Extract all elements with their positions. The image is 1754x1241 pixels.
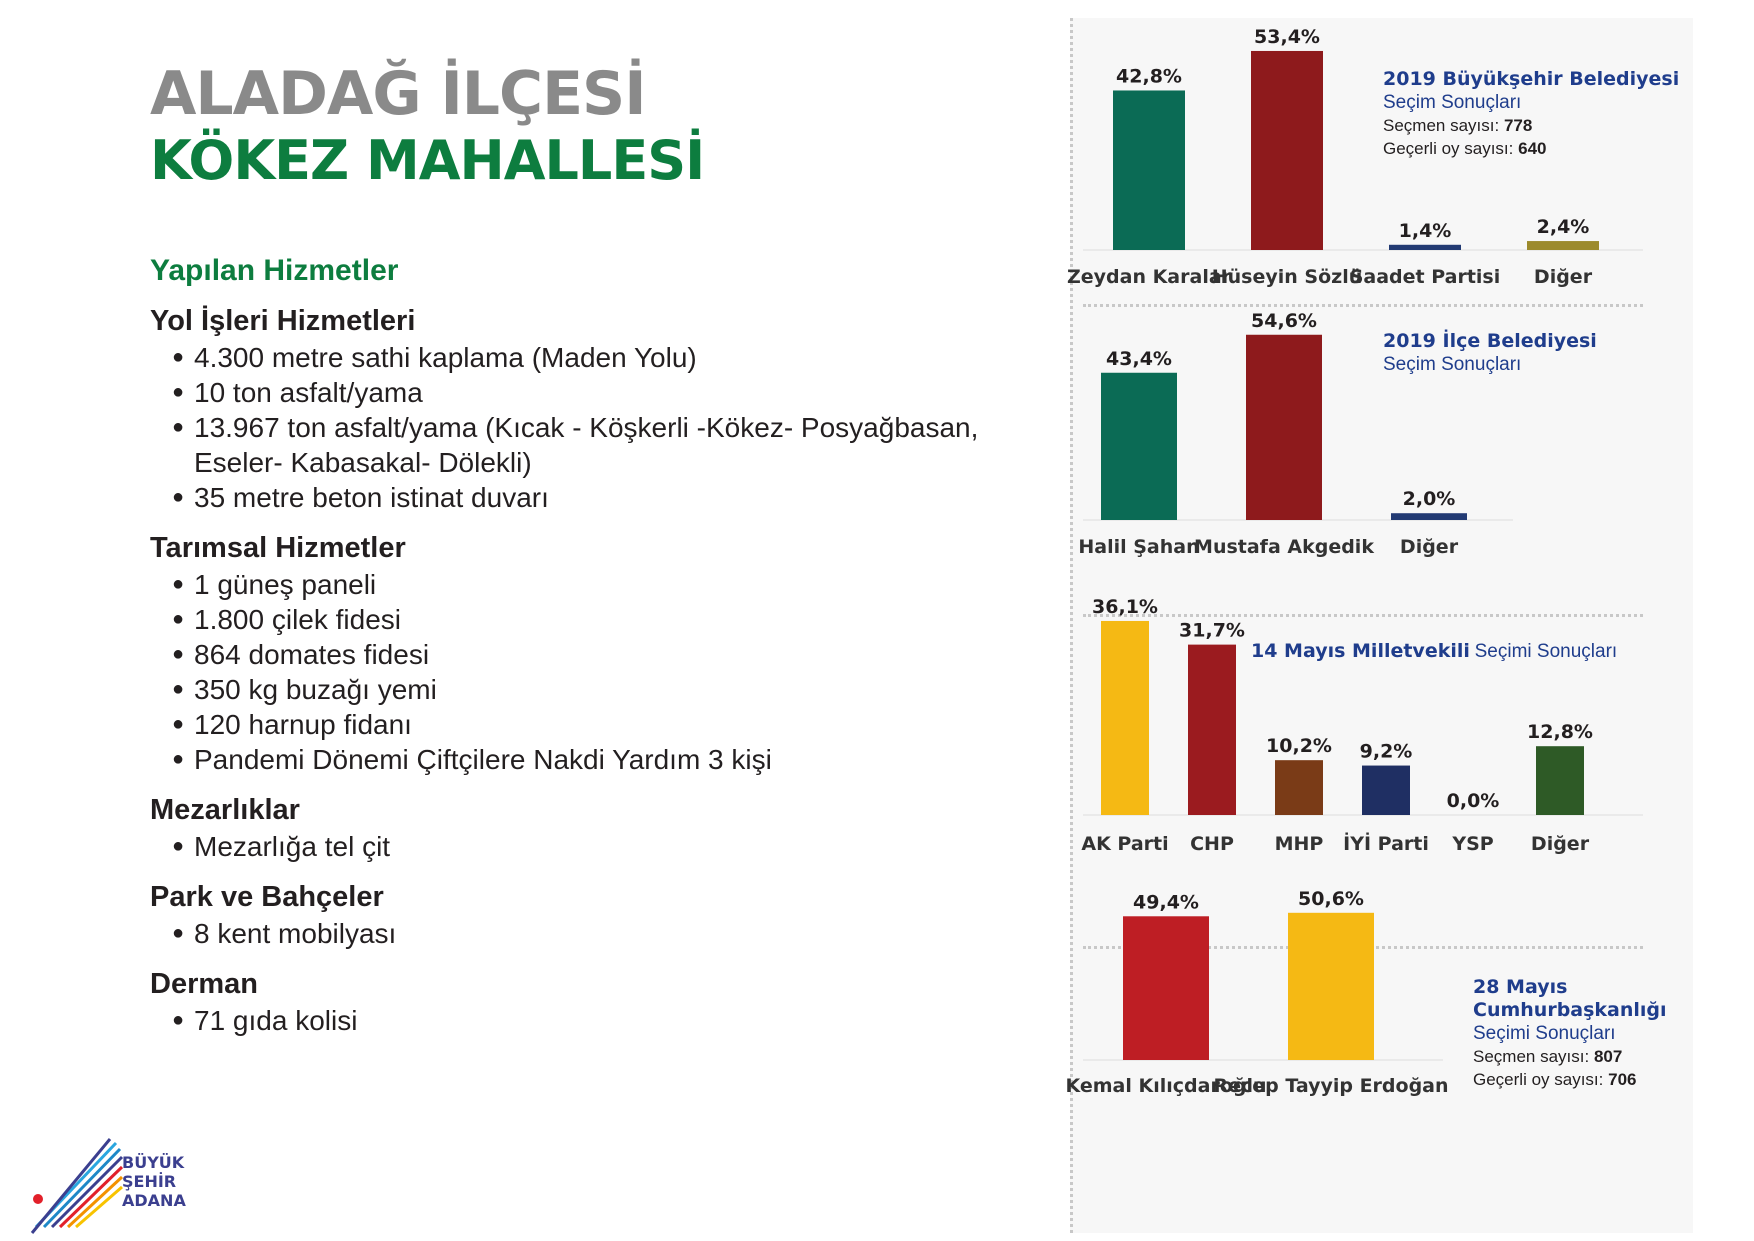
category-label: MHP <box>1274 833 1324 855</box>
category-label: Diğer <box>1399 536 1459 558</box>
voters-label: Seçmen sayısı: <box>1473 1047 1590 1066</box>
chart-2019-metropolitan <box>1066 18 1693 318</box>
category-label: Zeydan Karalar <box>1066 266 1232 288</box>
bar-value-label: 2,0% <box>1402 488 1456 511</box>
service-item: ● 13.967 ton asfalt/yama (Kıcak - Köşkerli -Kökez- Posyağbasan, Eseler- Kabasakal- Dölekli) <box>172 410 1050 480</box>
service-item: ● 35 metre beton istinat duvarı <box>172 480 1050 515</box>
bar <box>1288 913 1374 1060</box>
services-list <box>150 302 1050 1038</box>
chart-info-4 <box>1473 976 1673 1091</box>
bar-value-label: 49,4% <box>1133 891 1199 914</box>
services-column <box>150 60 1050 1038</box>
bar-value-label: 43,4% <box>1106 347 1172 370</box>
bar-value-label: 54,6% <box>1251 309 1317 332</box>
logo-line-3: ADANA <box>122 1191 186 1210</box>
bar-value-label: 36,1% <box>1092 595 1158 618</box>
service-category-title: Derman <box>150 968 258 1000</box>
chart-info-1 <box>1383 68 1679 160</box>
service-items <box>150 1003 1050 1038</box>
bar-value-label: 53,4% <box>1254 25 1320 48</box>
service-items <box>150 916 1050 951</box>
bar <box>1101 373 1177 520</box>
bar <box>1275 760 1323 815</box>
bar <box>1113 90 1185 250</box>
services-title: Yapılan Hizmetler <box>150 254 399 287</box>
valid-votes-value: 706 <box>1608 1070 1637 1089</box>
service-item: ● 4.300 metre sathi kaplama (Maden Yolu) <box>172 340 1050 375</box>
bar-value-label: 0,0% <box>1446 790 1500 812</box>
divider <box>1083 304 1643 307</box>
bar-value-label: 42,8% <box>1116 65 1182 88</box>
service-category-title: Mezarlıklar <box>150 794 300 826</box>
service-item: ● 350 kg buzağı yemi <box>172 672 1050 707</box>
service-category-title: Tarımsal Hizmetler <box>150 532 406 564</box>
service-items <box>150 340 1050 515</box>
bar-value-label: 10,2% <box>1266 735 1332 758</box>
voters-label: Seçmen sayısı: <box>1383 116 1500 135</box>
voters-value: 778 <box>1503 116 1533 135</box>
service-item: ● Pandemi Dönemi Çiftçilere Nakdi Yardım 3 kişi <box>172 742 1050 777</box>
category-label: Saadet Partisi <box>1349 266 1501 288</box>
buyuksehir-adana-logo <box>30 1135 210 1235</box>
bar <box>1389 245 1461 250</box>
chart-subtitle: Seçim Sonuçları <box>1383 92 1522 113</box>
service-item: ● 120 harnup fidanı <box>172 707 1050 742</box>
category-label: AK Parti <box>1081 833 1169 855</box>
category-label: YSP <box>1452 833 1494 855</box>
chart-subtitle: Seçimi Sonuçları <box>1473 1023 1616 1044</box>
bar <box>1527 241 1599 250</box>
category-label: Diğer <box>1530 833 1590 855</box>
election-results-column <box>1065 18 1693 1233</box>
category-label: Diğer <box>1533 266 1593 288</box>
service-item: ● 8 kent mobilyası <box>172 916 1050 951</box>
service-item: ● 1.800 çilek fidesi <box>172 602 1050 637</box>
service-item: ● 71 gıda kolisi <box>172 1003 1050 1038</box>
bar-value-label: 12,8% <box>1527 721 1593 744</box>
bar <box>1246 335 1322 520</box>
category-label: Halil Şahan <box>1078 536 1200 558</box>
chart-info-2 <box>1383 330 1597 376</box>
service-item: ● 1 güneş paneli <box>172 567 1050 602</box>
bar <box>1123 916 1209 1060</box>
chart-panel-1 <box>1066 18 1693 318</box>
chart-subtitle: Seçimi Sonuçları <box>1474 641 1618 662</box>
valid-votes-label: Geçerli oy sayısı: <box>1473 1070 1604 1089</box>
logo-line-2: ŞEHİR <box>122 1172 177 1191</box>
category-label: Mustafa Akgedik <box>1194 536 1374 558</box>
district-title: ALADAĞ İLÇESİ <box>150 59 646 129</box>
chart-title: 28 Mayıs Cumhurbaşkanlığı <box>1473 976 1667 1021</box>
category-label: CHP <box>1190 833 1234 855</box>
bar-value-label: 50,6% <box>1298 887 1364 910</box>
bar-value-label: 9,2% <box>1359 740 1413 763</box>
bar <box>1362 766 1410 815</box>
divider <box>1083 614 1643 617</box>
chart-panel-2 <box>1073 310 1693 620</box>
service-category-title: Yol İşleri Hizmetleri <box>150 305 416 337</box>
service-item: ● Mezarlığa tel çit <box>172 829 1050 864</box>
stripes-logo-icon <box>30 1135 130 1235</box>
neighborhood-title: KÖKEZ MAHALLESİ <box>150 129 705 192</box>
bar <box>1251 51 1323 250</box>
service-items <box>150 829 1050 864</box>
chart-info-3 <box>1251 640 1617 663</box>
chart-subtitle: Seçim Sonuçları <box>1383 354 1522 375</box>
valid-votes-value: 640 <box>1518 139 1547 158</box>
chart-title: 2019 İlçe Belediyesi <box>1383 330 1597 352</box>
valid-votes-label: Geçerli oy sayısı: <box>1383 139 1514 158</box>
service-item: ● 10 ton asfalt/yama <box>172 375 1050 410</box>
bar-value-label: 31,7% <box>1179 619 1245 642</box>
bar <box>1536 746 1584 815</box>
service-category-title: Park ve Bahçeler <box>150 881 384 913</box>
category-label: Recep Tayyip Erdoğan <box>1213 1075 1449 1097</box>
category-label: İYİ Parti <box>1343 833 1429 855</box>
bar-value-label: 2,4% <box>1536 216 1590 239</box>
logo-line-1: BÜYÜK <box>122 1153 185 1172</box>
service-items <box>150 567 1050 777</box>
chart-title: 2019 Büyükşehir Belediyesi <box>1383 68 1680 90</box>
category-label: Kemal Kılıçdaroğlu <box>1065 1075 1267 1097</box>
category-label: Hüseyin Sözlü <box>1211 266 1363 288</box>
chart-panel-4 <box>1065 887 1693 1232</box>
service-item: ● 864 domates fidesi <box>172 637 1050 672</box>
bar <box>1188 645 1236 815</box>
voters-value: 807 <box>1593 1047 1623 1066</box>
bar <box>1101 621 1149 815</box>
bar-value-label: 1,4% <box>1398 219 1452 242</box>
chart-title: 14 Mayıs Milletvekili <box>1251 640 1470 662</box>
bar <box>1391 513 1467 520</box>
